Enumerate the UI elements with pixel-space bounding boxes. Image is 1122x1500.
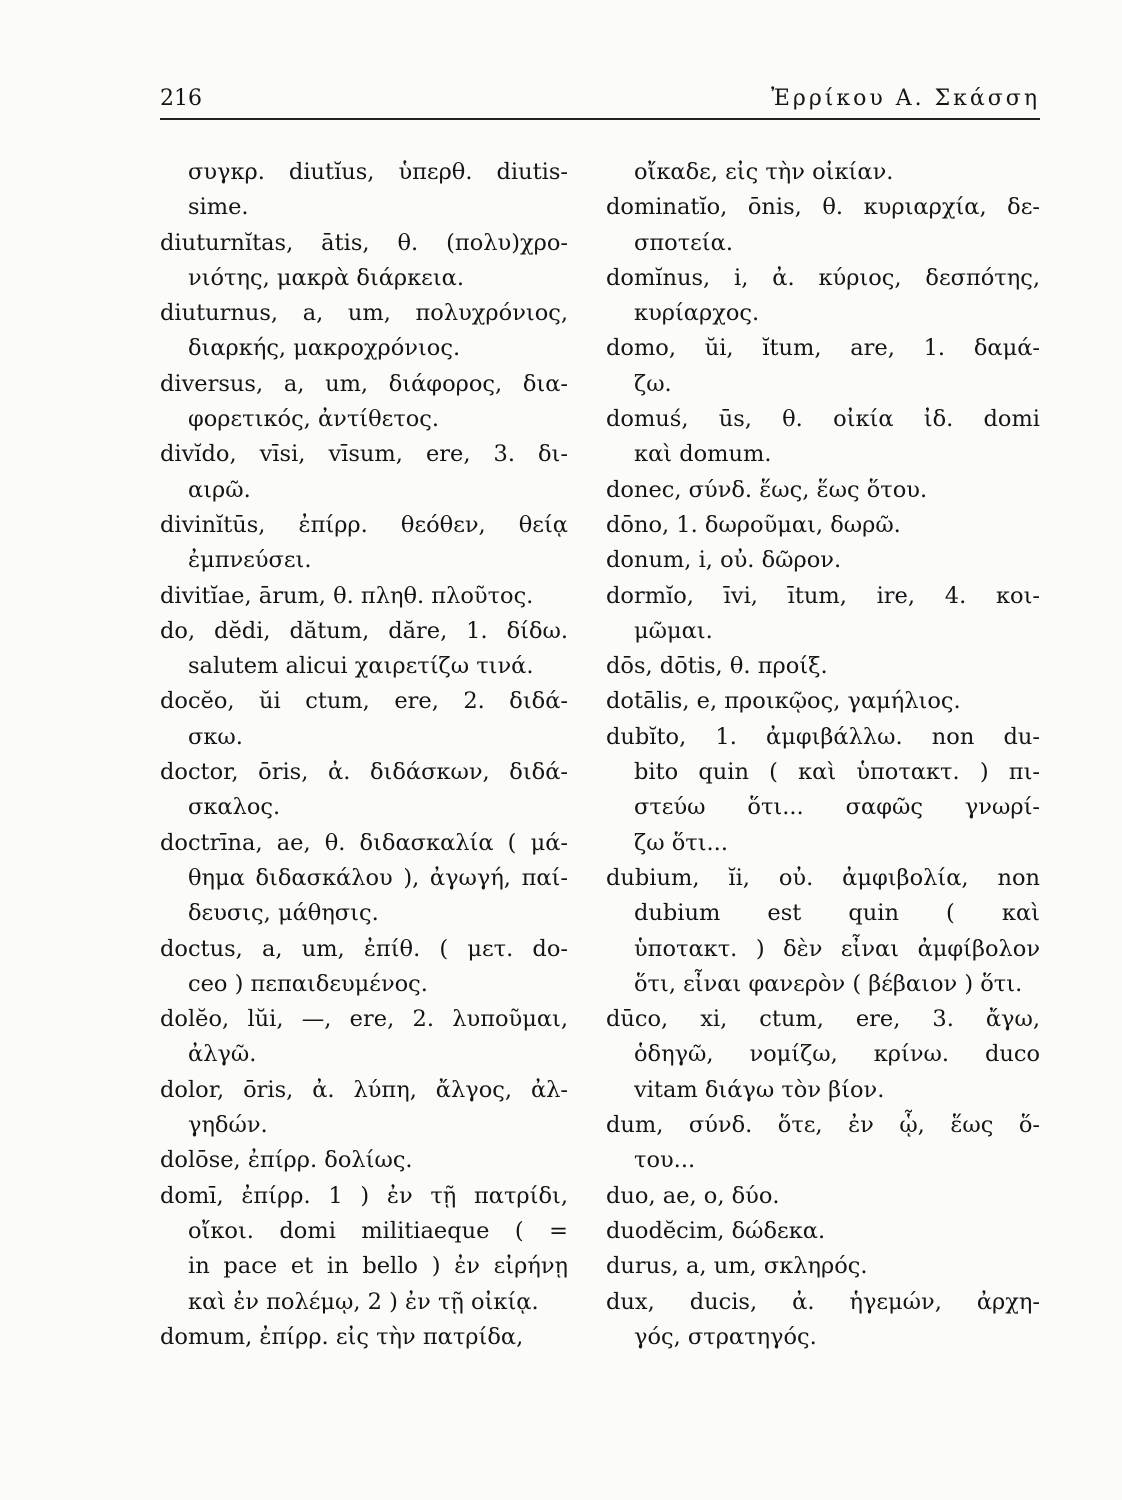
entry-continuation-line: καὶ domum. [634, 441, 772, 468]
entry-continuation-line: νιότης, μακρὰ διάρκεια. [188, 264, 465, 291]
entry-headword-line: divitĭae, ārum, θ. πληθ. πλοῦτος. [160, 582, 534, 609]
entry-continuation-line: μῶμαι. [634, 617, 713, 644]
entry-headword-line: dotālis, e, προικῷος, γαμήλιος. [606, 688, 961, 715]
entry-continuation-line: in pace et in bello ) ἐν εἰρήνῃ [188, 1253, 568, 1280]
entry-continuation-line: vitam διάγω τὸν βίον. [634, 1076, 885, 1103]
entry-headword-line: dux, ducis, ἀ. ἡγεμών, ἀρχη- [606, 1288, 1040, 1315]
entry-headword-line: doctor, ōris, ἀ. διδάσκων, διδά- [160, 759, 568, 786]
entry-headword-line: doctrīna, ae, θ. διδασκαλία ( μά- [160, 829, 568, 856]
entry-continuation-line: καὶ ἐν πολέμῳ, 2 ) ἐν τῇ οἰκίᾳ. [188, 1288, 539, 1315]
entry-headword-line: dominatĭo, ōnis, θ. κυριαρχία, δε- [606, 194, 1040, 221]
entry-continuation-line: οἴκαδε, εἰς τὴν οἰκίαν. [634, 159, 894, 185]
entry-headword-line: dolĕo, lŭi, —, ere, 2. λυποῦμαι, [160, 1006, 568, 1033]
entry-continuation-line: ὑποτακτ. ) δὲν εἶναι ἀμφίβολον [634, 935, 1040, 962]
entry-headword-line: dolor, ōris, ἀ. λύπη, ἄλγος, ἀλ- [160, 1076, 568, 1103]
entry-headword-line: dubium, ĭi, οὐ. ἀμφιβολία, non [606, 864, 1040, 891]
entry-continuation-line: στεύω ὅτι... σαφῶς γνωρί- [634, 794, 1040, 821]
entry-continuation-line: ἀλγῶ. [188, 1041, 257, 1068]
entry-headword-line: duo, ae, o, δύο. [606, 1182, 780, 1209]
entry-continuation-line: διαρκής, μακροχρόνιος. [188, 335, 461, 362]
entry-headword-line: domī, ἐπίρρ. 1 ) ἐν τῇ πατρίδι, [160, 1182, 568, 1209]
entry-headword-line: donum, i, οὐ. δῶρον. [606, 547, 842, 574]
entry-headword-line: diuturnus, a, um, πολυχρόνιος, [160, 300, 568, 327]
entry-continuation-line: θημα διδασκάλου ), ἀγωγή, παί- [188, 864, 568, 891]
running-title: Ἐρρίκου Α. Σκάσση [771, 86, 1040, 111]
entry-continuation-line: του... [634, 1147, 696, 1174]
entry-headword-line: dōs, dōtis, θ. προίξ. [606, 653, 828, 680]
entry-continuation-line: ceo ) πεπαιδευμένος. [188, 970, 428, 997]
entry-headword-line: dubĭto, 1. ἀμφιβάλλω. non du- [606, 723, 1040, 750]
entry-continuation-line: ζω. [634, 370, 672, 397]
entry-headword-line: dōno, 1. δωροῦμαι, δωρῶ. [606, 511, 901, 538]
entry-headword-line: do, dĕdi, dătum, dăre, 1. δίδω. [160, 617, 568, 644]
entry-headword-line: docĕo, ŭi ctum, ere, 2. διδά- [160, 688, 568, 715]
entry-continuation-line: συγκρ. diutĭus, ὑπερθ. diutis- [188, 159, 568, 185]
entry-headword-line: domĭnus, i, ἀ. κύριος, δεσπότης, [606, 264, 1040, 291]
entry-continuation-line: κυρίαρχος. [634, 300, 760, 327]
entry-headword-line: divĭdo, vīsi, vīsum, ere, 3. δι- [160, 441, 568, 468]
entry-headword-line: doctus, a, um, ἐπίθ. ( μετ. do- [160, 935, 568, 962]
left-column [160, 155, 568, 1355]
entry-continuation-line: dubium est quin ( καὶ [634, 900, 1040, 927]
entry-headword-line: diuturnĭtas, ātis, θ. (πολυ)χρο- [160, 229, 568, 256]
page-number: 216 [160, 86, 202, 111]
entry-headword-line: dolōse, ἐπίρρ. δολίως. [160, 1147, 413, 1174]
entry-headword-line: domo, ŭi, ĭtum, are, 1. δαμά- [606, 335, 1040, 362]
entry-continuation-line: ὁδηγῶ, νομίζω, κρίνω. duco [634, 1041, 1040, 1068]
entry-continuation-line: σκω. [188, 723, 243, 750]
entry-headword-line: donec, σύνδ. ἕως, ἕως ὅτου. [606, 476, 928, 503]
entry-headword-line: divinĭtūs, ἐπίρρ. θεόθεν, θείᾳ [160, 511, 568, 538]
entry-continuation-line: sime. [188, 194, 249, 221]
entry-continuation-line: bito quin ( καὶ ὑποτακτ. ) πι- [634, 759, 1040, 786]
entry-continuation-line: ζω ὅτι... [634, 829, 728, 856]
entry-headword-line: diversus, a, um, διάφορος, δια- [160, 370, 568, 397]
entry-headword-line: dūco, xi, ctum, ere, 3. ἄγω, [606, 1006, 1040, 1033]
entry-headword-line: dormĭo, īvi, ītum, ire, 4. κοι- [606, 582, 1040, 609]
entry-headword-line: dum, σύνδ. ὅτε, ἐν ᾧ, ἕως ὅ- [606, 1112, 1040, 1139]
entry-continuation-line: δευσις, μάθησις. [188, 900, 379, 927]
header-rule [160, 118, 1040, 120]
entry-headword-line: duodĕcim, δώδεκα. [606, 1217, 826, 1244]
entry-headword-line: durus, a, um, σκληρός. [606, 1253, 868, 1280]
entry-headword-line: domum, ἐπίρρ. εἰς τὴν πατρίδα, [160, 1323, 524, 1350]
entry-continuation-line: ἐμπνεύσει. [188, 547, 312, 574]
page-header [160, 84, 1040, 114]
right-column [606, 155, 1040, 1355]
entry-continuation-line: σποτεία. [634, 229, 733, 256]
entry-continuation-line: ὅτι, εἶναι φανερὸν ( βέβαιον ) ὅτι. [634, 970, 1023, 997]
entry-continuation-line: αιρῶ. [188, 476, 251, 503]
entry-continuation-line: φορετικός, ἀντίθετος. [188, 406, 440, 433]
entry-continuation-line: γηδών. [188, 1112, 268, 1139]
entry-continuation-line: salutem alicui χαιρετίζω τινά. [188, 653, 534, 680]
entry-headword-line: domuś, ūs, θ. οἰκία ἰδ. domi [606, 406, 1040, 433]
entry-continuation-line: γός, στρατηγός. [634, 1323, 817, 1350]
entry-continuation-line: σκαλος. [188, 794, 281, 821]
entry-continuation-line: οἴκοι. domi militiaeque ( = [188, 1217, 568, 1244]
